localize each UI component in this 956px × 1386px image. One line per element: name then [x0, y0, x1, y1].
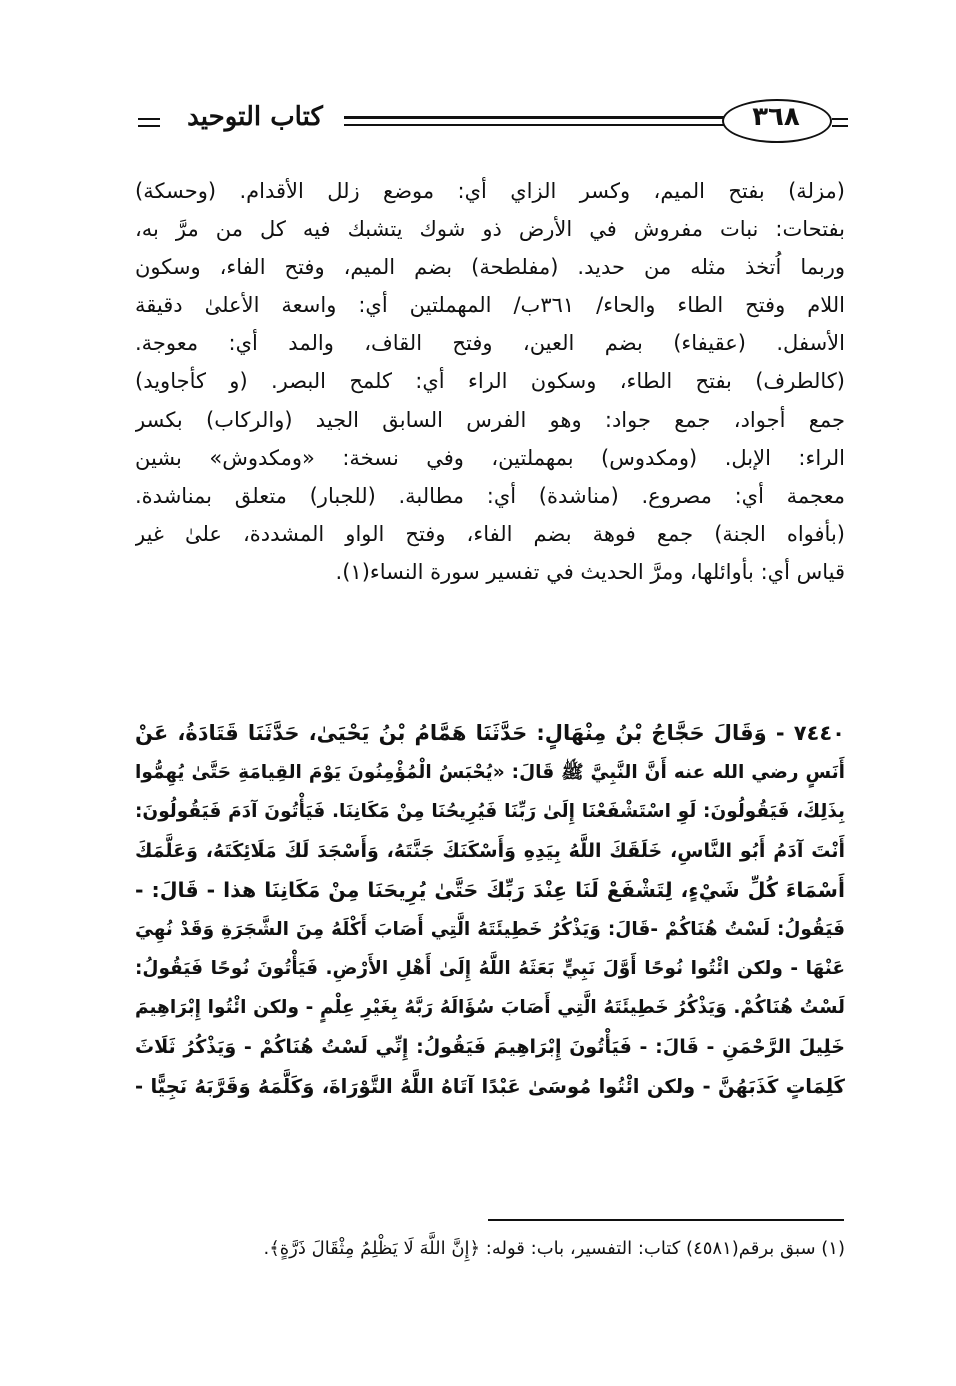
hadith-line: ٧٤٤٠ - وَقَالَ حَجَّاجُ بْنُ مِنْهَالٍ: حَدَّثَنَا هَمَّامُ بْنُ يَحْيَىٰ، حَدَّثَنَا قَتَادَةُ، عَنْ [135, 721, 845, 745]
text-line: اللام وفتح الطاء والحاء/ ٣٦١ب/ المهملتين أي: واسعة الأعلىٰ دقيقة [135, 293, 845, 318]
hadith-line: لَسْتُ هُنَاكُمْ. وَيَذْكُرُ خَطِيئَتَهُ الَّتِي أَصَابَ سُؤَالَهُ رَبَّهُ بِغَيْرِ عِلْمٍ - ولكن ائْتُوا إِبْرَاهِيمَ [135, 997, 845, 1019]
text-line: (مزلة) بفتح الميم، وكسر الزاي أي: موضع زلل الأقدام. (وحسكة) [135, 179, 845, 203]
hadith-line: أَنْتَ آدَمُ أَبُو النَّاسِ، خَلَقَكَ اللَّهُ بِيَدِهِ وَأَسْكَنَكَ جَنَّتَهُ، وَأَسْجَدَ لَكَ مَلَائِكَتَهُ، وَعَلَّمَكَ [135, 839, 845, 862]
hadith-text [135, 714, 845, 1106]
header-rule [344, 124, 726, 126]
text-line: وربما اُتخذ مثله من حديد. (مفلطحة) بضم الميم، وفتح الفاء، وسكون [135, 255, 845, 280]
hadith-line: خَلِيلَ الرَّحْمَنِ - قَالَ: - فَيَأْتُونَ إِبْرَاهِيمَ فَيَقُولُ: إِنِّي لَسْتُ هُنَاكُمْ - وَيَذْكُرُ ثَلَاثَ [135, 1035, 845, 1058]
text-line: قياس أي: بأوائلها، ومرَّ الحديث في تفسير سورة النساء(١). [335, 559, 845, 584]
text-line: (كالطرف) بفتح الطاء، وسكون الراء أي: كلمح البصر. (و كأجاويد) [135, 369, 845, 394]
text-line: جمع أجواد، جمع جواد: وهو الفرس السابق الجيد (والركاب) بكسر [135, 407, 845, 432]
text-line: (بأفواه الجنة) جمع فوهة بضم الفاء، وفتح الواو المشددة، علىٰ غير [135, 521, 845, 546]
text-line: بفتحات: نبات مفروش في الأرض ذو شوك يتشبك فيه كل من مرَّ به، [135, 217, 845, 242]
hadith-line: أَنَسٍ رضي الله عنه أَنَّ النَّبِيَّ ﷺ قَالَ: «يُحْبَسُ الْمُؤْمِنُونَ يَوْمَ القِيامَةِ حَتَّىٰ يُهِمُّوا [135, 762, 845, 784]
hadith-line: بِذَلِكَ، فَيَقُولُونَ: لَوِ اسْتَشْفَعْنَا إِلَىٰ رَبِّنَا فَيُرِيحُنَا مِنْ مَكَانِنَا. فَيَأْتُونَ آدَمَ فَيَقُولُونَ: [135, 801, 845, 823]
text-line: الراء: الإبل. (ومكدوس) بمهملتين، وفي نسخة: «ومكدوش» بشين [135, 445, 845, 470]
footnote: (١) سبق برقم(٤٥٨١) كتاب: التفسير، باب: قوله: ﴿إِنَّ اللَّهَ لَا يَظْلِمُ مِثْقَالَ ذَرَّةٍ﴾. [263, 1238, 845, 1259]
page-number: ٣٦٨ [752, 102, 800, 132]
header-ornament-right [832, 118, 848, 128]
text-line: معجمة أي: مصروع. (مناشدة) أي: مطالبة. (للجبار) متعلق بمناشدة. [135, 483, 845, 508]
header-ornament-left [138, 118, 160, 128]
header-rule [344, 116, 726, 119]
book-title: كتاب التوحيد [187, 102, 323, 132]
hadith-line: فَيَقُولُ: لَسْتُ هُنَاكُمْ -قَالَ: وَيَذْكُرُ خَطِيئَتَهُ الَّتِي أَصَابَ أَكْلَهُ مِنَ الشَّجَرَةِ وَقَدْ نُهِيَ [135, 918, 845, 940]
hadith-line: كَلِمَاتٍ كَذَبَهُنَّ - ولكن ائْتُوا مُوسَىٰ عَبْدًا آتَاهُ اللَّهُ التَّوْرَاةَ، وَكَلَّمَهُ وَقَرَّبَهُ نَجِيًّا - [135, 1074, 845, 1098]
text-line: الأسفل. (عقيفاء) بضم العين، وفتح القاف، والمد أي: معوجة. [135, 331, 845, 356]
page-header [130, 96, 850, 156]
hadith-line: عَنْهَا - ولكن ائْتُوا نُوحًا أَوَّلَ نَبِيٍّ بَعَثَهُ اللَّهُ إِلَىٰ أَهْلِ الأَرْضِ. فَيَأْتُونَ نُوحًا فَيَقُولُ: [135, 958, 845, 980]
footnote-separator [488, 1219, 844, 1221]
hadith-line: أَسْمَاءَ كُلِّ شَيْءٍ، لِتَشْفَعْ لَنَا عِنْدَ رَبِّكَ حَتَّىٰ يُرِيحَنَا مِنْ مَكَانِنَا هذا - قَالَ: - [135, 877, 845, 902]
commentary-text [135, 172, 845, 591]
